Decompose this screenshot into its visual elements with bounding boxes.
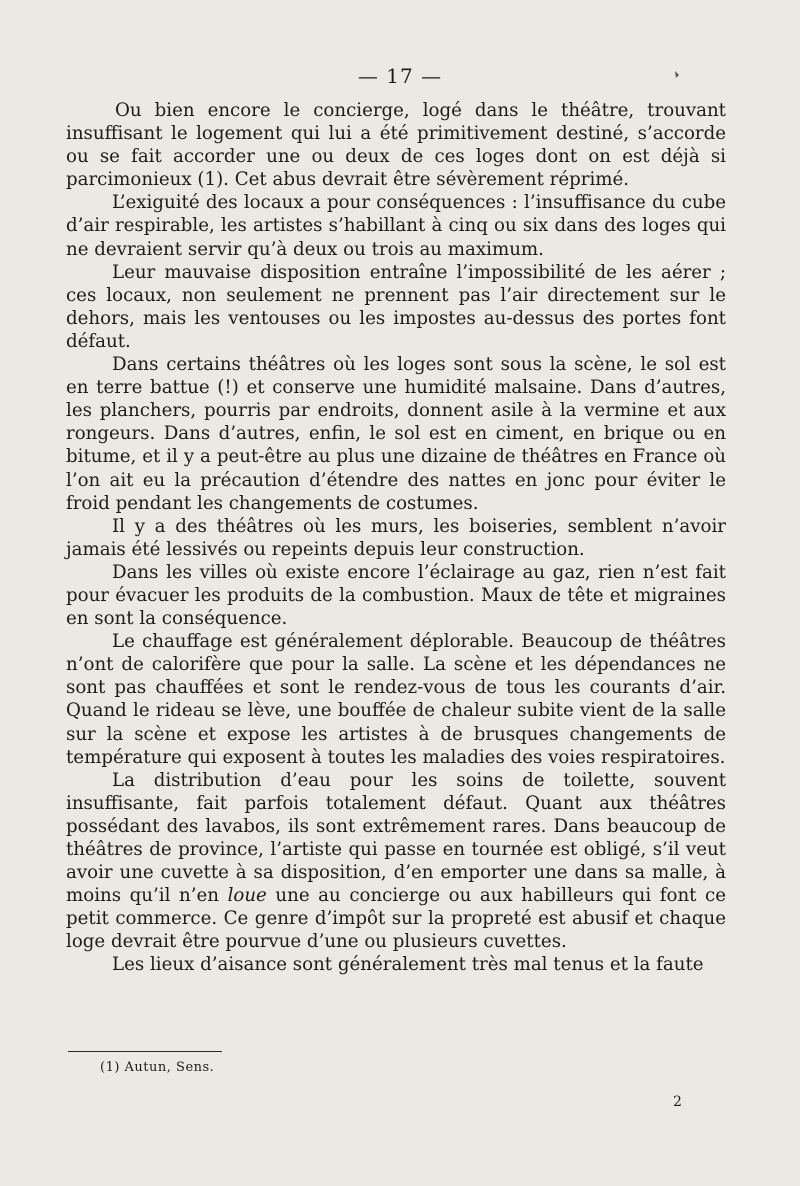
paragraph-eclairage: Dans les villes où existe encore l’éclairage au gaz, rien n’est fait pour évacuer les produits de la combustion. Maux de tête et migraines en sont la conséquence. [66,561,726,630]
paragraph-murs: Il y a des théâtres où les murs, les boiseries, semblent n’avoir jamais été lessivés ou repeints depuis leur construction. [66,515,726,560]
page-number: — 17 — [357,64,443,88]
footnote-divider [68,1051,222,1052]
emphasis-loue: loue [227,885,267,907]
paragraph-sol: Dans certains théâtres où les loges sont sous la scène, le sol est en terre battue (!) et conserve une humidité malsaine. Dans d’autres, les planchers, pourris par endroits, donnent asile à la vermine et aux rongeurs. Dans d’autres, enfin, le sol est en ciment, en brique ou en bitume, et il y a peut-être au plus une dizaine de théâtres en France où l’on ait eu la précaution d’étendre des nattes en jonc pour éviter le froid pendant les changements de costumes. [66,354,726,514]
signature-mark: 2 [673,1094,682,1110]
paragraph-lieux: Les lieux d’aisance sont généralement très mal tenus et la faute [112,954,704,976]
paragraph-concierge: Ou bien encore le concierge, logé dans le théâtre, trouvant insuffisant le logement qui lui a été primitivement destiné, s’accorde ou se fait accorder une ou deux de ces loges dont on est déjà si parcimonieux (1). Cet abus devrait être sévèrement réprimé. [66,100,726,191]
paragraph-exiguite: L’exiguité des locaux a pour conséquences : l’insuffisance du cube d’air respirable, les artistes s’habillant à cinq ou six dans des loges qui ne devraient servir qu’à deux ou trois au maximum. [66,192,726,260]
paragraph-chauffage: Le chauffage est généralement déplorable. Beaucoup de théâtres n’ont de calorifère que pour la salle. La scène et les dépendances ne sont pas chauffées et sont le rendez-vous de tous les courants d’air. Quand le rideau se lève, une bouffée de chaleur subite vient de la salle sur la scène et expose les artistes à de brusques changements de température qui exposent à toutes les maladies des voies respiratoires. [66,631,726,768]
body-text [66,99,726,977]
paragraph-disposition: Leur mauvaise disposition entraîne l’impossibilité de les aérer ; ces locaux, non seulement ne prennent pas l’air directement sur le dehors, mais les ventouses ou les impostes au-dessus des portes font défaut. [66,261,726,352]
paragraph-eau: La distribution d’eau pour les soins de toilette, souvent insuffisante, fait parfois totalement défaut. Quant aux théâtres possédant des lavabos, ils sont extrêmement rares. Dans beaucoup de théâtres de province, l’artiste qui passe en tournée est obligé, s’il veut avoir une cuvette à sa disposition, d’en emporter une dans sa malle, à moins qu’il n’en loue une au concierge ou aux habilleurs qui font ce petit commerce. Ce genre d’impôt sur la propreté est abusif et chaque loge devrait être pourvue d’une ou plusieurs cuvettes. [66,769,726,953]
footnote: (1) Autun, Sens. [100,1060,215,1075]
